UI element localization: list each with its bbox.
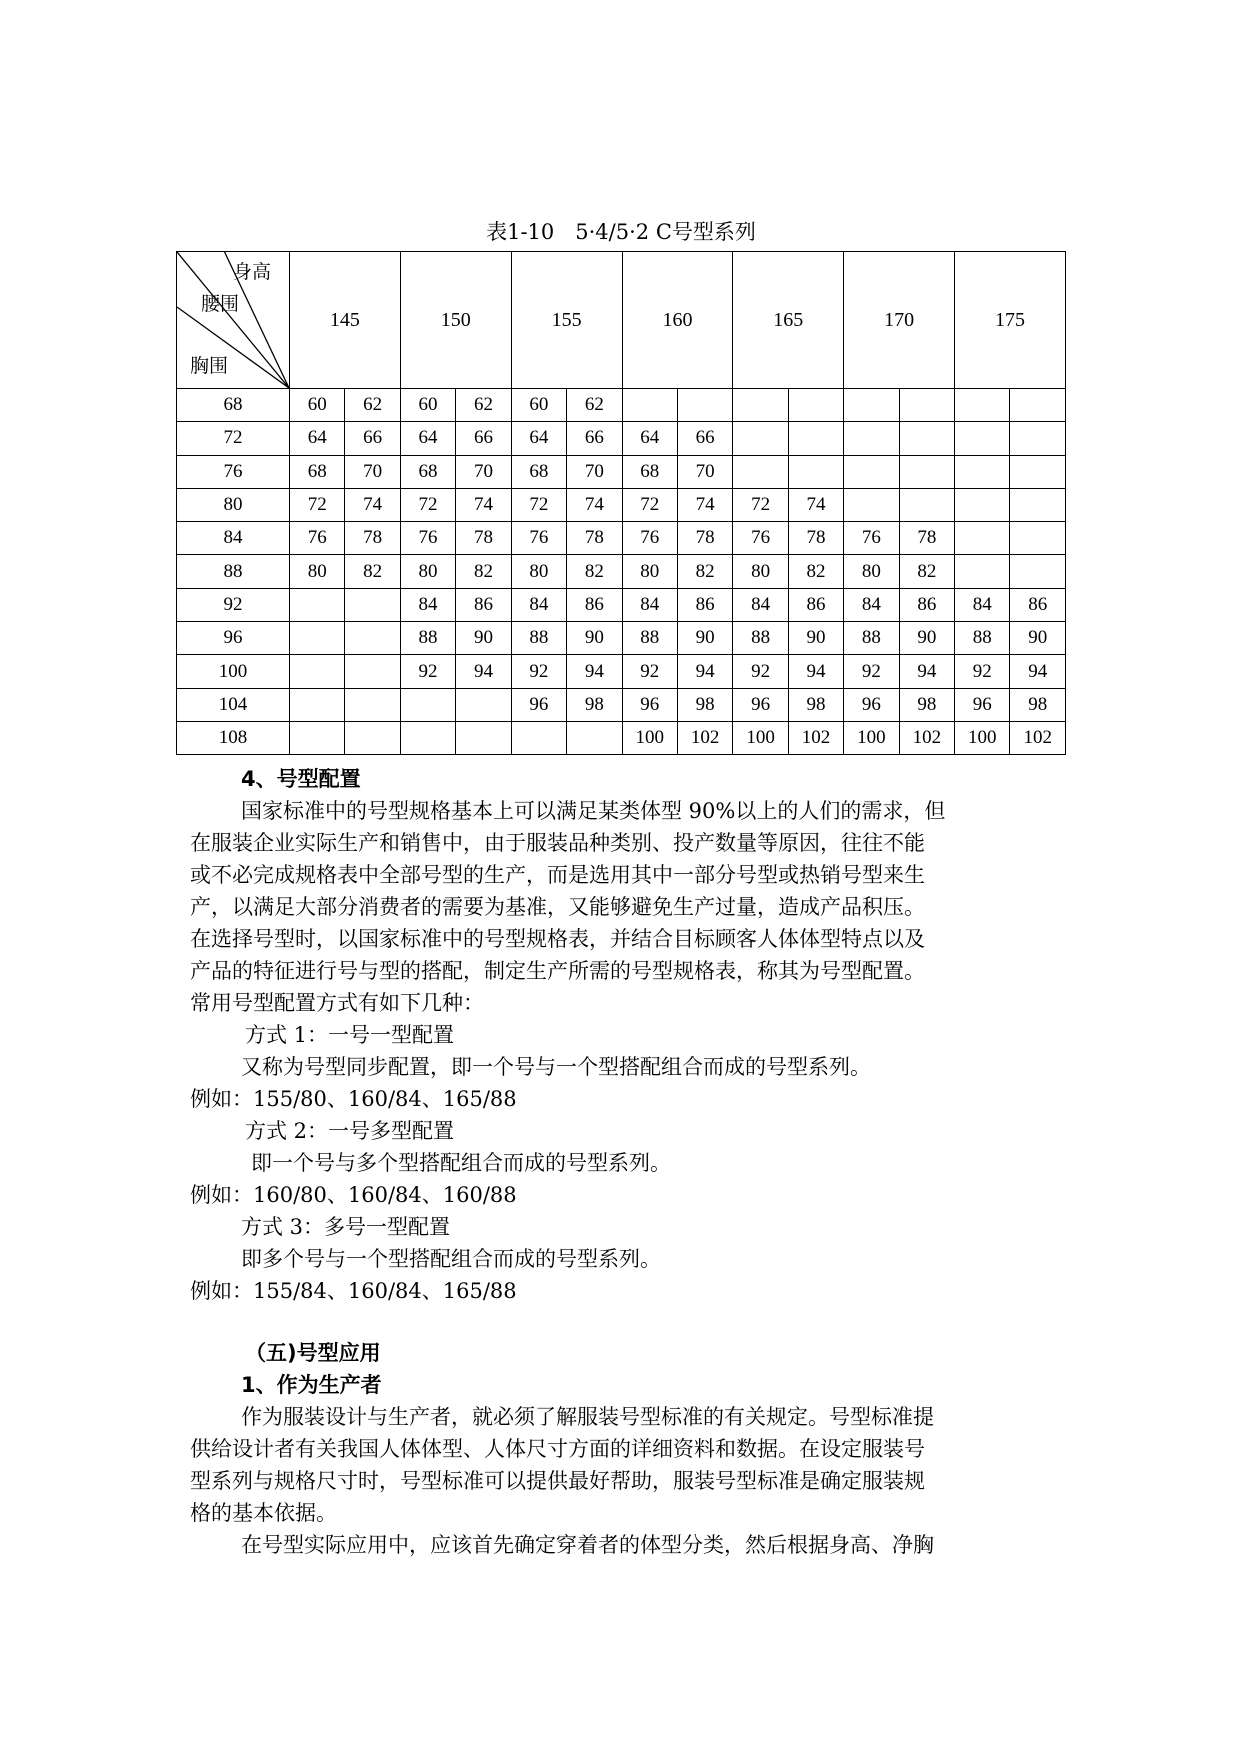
waist-cell: 90 (567, 622, 622, 655)
method-1-example: 例如：155/80、160/84、165/88 (190, 1087, 517, 1111)
waist-cell: 80 (733, 555, 788, 588)
waist-cell: 68 (511, 455, 566, 488)
chest-cell: 100 (177, 655, 290, 688)
waist-cell: 74 (788, 488, 843, 521)
waist-cell: 70 (456, 455, 511, 488)
waist-cell: 66 (567, 422, 622, 455)
waist-cell: 82 (899, 555, 954, 588)
chest-cell: 96 (177, 622, 290, 655)
waist-cell (345, 721, 400, 754)
waist-cell: 74 (567, 488, 622, 521)
height-header-cell: 170 (844, 252, 955, 389)
waist-cell: 98 (677, 688, 732, 721)
sec5-para2-line-1: 在号型实际应用中，应该首先确定穿着者的体型分类，然后根据身高、净胸 (241, 1533, 934, 1557)
size-series-table (176, 251, 1066, 755)
method-3-title: 方式 3：多号一型配置 (241, 1215, 451, 1239)
waist-cell: 72 (511, 488, 566, 521)
waist-cell: 78 (456, 522, 511, 555)
waist-cell: 84 (622, 588, 677, 621)
waist-cell: 92 (511, 655, 566, 688)
waist-cell (290, 655, 345, 688)
chest-cell: 80 (177, 488, 290, 521)
waist-cell (1010, 455, 1066, 488)
table-row (177, 455, 1066, 488)
waist-cell (955, 422, 1010, 455)
waist-cell: 72 (400, 488, 455, 521)
waist-cell: 98 (899, 688, 954, 721)
waist-cell: 90 (899, 622, 954, 655)
waist-cell: 96 (511, 688, 566, 721)
waist-cell: 84 (955, 588, 1010, 621)
waist-cell (345, 655, 400, 688)
chest-cell: 68 (177, 389, 290, 422)
waist-cell: 102 (677, 721, 732, 754)
sec4-para-line-2: 在服装企业实际生产和销售中，由于服装品种类别、投产数量等原因，往往不能 (190, 831, 925, 855)
chest-cell: 104 (177, 688, 290, 721)
waist-cell: 90 (788, 622, 843, 655)
waist-cell (733, 455, 788, 488)
waist-cell (899, 422, 954, 455)
waist-cell: 96 (955, 688, 1010, 721)
table-caption: 表1-10 5·4/5·2 C号型系列 (486, 220, 756, 244)
waist-cell (899, 488, 954, 521)
waist-cell: 82 (677, 555, 732, 588)
waist-cell: 62 (456, 389, 511, 422)
waist-cell (1010, 389, 1066, 422)
waist-cell (899, 389, 954, 422)
method-3-example: 例如：155/84、160/84、165/88 (190, 1279, 517, 1303)
table-corner-cell (177, 252, 290, 389)
waist-cell: 86 (899, 588, 954, 621)
waist-cell (456, 688, 511, 721)
sec4-para-line-7: 常用号型配置方式有如下几种： (190, 991, 484, 1015)
waist-cell (899, 455, 954, 488)
waist-cell: 90 (677, 622, 732, 655)
method-1-title: 方式 1：一号一型配置 (245, 1023, 455, 1047)
waist-cell (788, 389, 843, 422)
waist-cell: 62 (345, 389, 400, 422)
sec5-para-line-4: 格的基本依据。 (190, 1501, 337, 1525)
waist-cell: 92 (955, 655, 1010, 688)
waist-cell: 60 (290, 389, 345, 422)
waist-cell: 82 (567, 555, 622, 588)
waist-cell: 88 (955, 622, 1010, 655)
waist-cell: 84 (511, 588, 566, 621)
waist-cell: 68 (400, 455, 455, 488)
waist-cell: 92 (622, 655, 677, 688)
waist-cell: 96 (733, 688, 788, 721)
waist-cell: 88 (511, 622, 566, 655)
table-row (177, 688, 1066, 721)
height-header-cell: 160 (622, 252, 733, 389)
waist-cell: 76 (733, 522, 788, 555)
method-2-example: 例如：160/80、160/84、160/88 (190, 1183, 517, 1207)
section-4-heading: 4、号型配置 (241, 767, 361, 791)
waist-cell: 86 (567, 588, 622, 621)
corner-label-chest: 胸围 (190, 355, 229, 377)
waist-cell: 84 (400, 588, 455, 621)
waist-cell: 84 (733, 588, 788, 621)
waist-cell (511, 721, 566, 754)
waist-cell: 64 (511, 422, 566, 455)
waist-cell: 98 (1010, 688, 1066, 721)
waist-cell: 76 (400, 522, 455, 555)
sec4-para-line-5: 在选择号型时，以国家标准中的号型规格表，并结合目标顾客人体体型特点以及 (190, 927, 925, 951)
waist-cell: 82 (345, 555, 400, 588)
table-row (177, 622, 1066, 655)
waist-cell: 78 (345, 522, 400, 555)
waist-cell: 94 (788, 655, 843, 688)
waist-cell: 74 (677, 488, 732, 521)
waist-cell: 78 (788, 522, 843, 555)
waist-cell (955, 455, 1010, 488)
waist-cell: 92 (733, 655, 788, 688)
table-row (177, 588, 1066, 621)
height-header-cell: 155 (511, 252, 622, 389)
waist-cell (400, 688, 455, 721)
section-5-subheading: 1、作为生产者 (241, 1373, 382, 1397)
waist-cell: 64 (622, 422, 677, 455)
method-3-desc: 即多个号与一个型搭配组合而成的号型系列。 (241, 1247, 661, 1271)
waist-cell (733, 389, 788, 422)
method-2-desc: 即一个号与多个型搭配组合而成的号型系列。 (251, 1151, 671, 1175)
waist-cell (844, 422, 899, 455)
sec5-para-line-2: 供给设计者有关我国人体体型、人体尺寸方面的详细资料和数据。在设定服装号 (190, 1437, 925, 1461)
waist-cell: 76 (290, 522, 345, 555)
waist-cell (733, 422, 788, 455)
method-1-desc: 又称为号型同步配置，即一个号与一个型搭配组合而成的号型系列。 (241, 1055, 871, 1079)
waist-cell (677, 389, 732, 422)
waist-cell: 80 (400, 555, 455, 588)
waist-cell: 66 (456, 422, 511, 455)
waist-cell: 88 (733, 622, 788, 655)
sec5-para-line-1: 作为服装设计与生产者，就必须了解服装号型标准的有关规定。号型标准提 (241, 1405, 934, 1429)
waist-cell: 100 (844, 721, 899, 754)
waist-cell (400, 721, 455, 754)
waist-cell: 86 (456, 588, 511, 621)
chest-cell: 76 (177, 455, 290, 488)
waist-cell (290, 622, 345, 655)
waist-cell (290, 688, 345, 721)
chest-cell: 92 (177, 588, 290, 621)
waist-cell (1010, 422, 1066, 455)
waist-cell: 102 (788, 721, 843, 754)
waist-cell: 94 (899, 655, 954, 688)
waist-cell: 96 (622, 688, 677, 721)
waist-cell: 100 (733, 721, 788, 754)
sec4-para-line-3: 或不必完成规格表中全部号型的生产，而是选用其中一部分号型或热销号型来生 (190, 863, 925, 887)
waist-cell: 88 (844, 622, 899, 655)
waist-cell: 78 (567, 522, 622, 555)
waist-cell: 96 (844, 688, 899, 721)
waist-cell: 94 (1010, 655, 1066, 688)
waist-cell: 72 (733, 488, 788, 521)
waist-cell: 82 (788, 555, 843, 588)
waist-cell: 86 (677, 588, 732, 621)
waist-cell (955, 555, 1010, 588)
waist-cell: 62 (567, 389, 622, 422)
waist-cell: 76 (844, 522, 899, 555)
waist-cell: 60 (511, 389, 566, 422)
waist-cell (788, 422, 843, 455)
chest-cell: 84 (177, 522, 290, 555)
waist-cell: 84 (844, 588, 899, 621)
waist-cell: 74 (345, 488, 400, 521)
waist-cell (844, 488, 899, 521)
waist-cell: 68 (622, 455, 677, 488)
waist-cell: 94 (567, 655, 622, 688)
waist-cell: 100 (622, 721, 677, 754)
table-row (177, 655, 1066, 688)
corner-label-height: 身高 (233, 261, 272, 283)
waist-cell: 86 (788, 588, 843, 621)
waist-cell: 74 (456, 488, 511, 521)
waist-cell (345, 588, 400, 621)
waist-cell: 92 (400, 655, 455, 688)
waist-cell (955, 389, 1010, 422)
waist-cell: 68 (290, 455, 345, 488)
waist-cell (955, 488, 1010, 521)
waist-cell (844, 389, 899, 422)
waist-cell (1010, 522, 1066, 555)
waist-cell: 78 (899, 522, 954, 555)
waist-cell: 80 (511, 555, 566, 588)
waist-cell: 94 (456, 655, 511, 688)
chest-cell: 88 (177, 555, 290, 588)
waist-cell: 76 (511, 522, 566, 555)
waist-cell (622, 389, 677, 422)
waist-cell: 98 (567, 688, 622, 721)
waist-cell: 70 (567, 455, 622, 488)
waist-cell: 82 (456, 555, 511, 588)
sec4-para-line-4: 产，以满足大部分消费者的需要为基准，又能够避免生产过量，造成产品积压。 (190, 895, 925, 919)
waist-cell (456, 721, 511, 754)
waist-cell: 66 (677, 422, 732, 455)
waist-cell: 90 (1010, 622, 1066, 655)
sec5-para-line-3: 型系列与规格尺寸时，号型标准可以提供最好帮助，服装号型标准是确定服装规 (190, 1469, 925, 1493)
chest-cell: 108 (177, 721, 290, 754)
height-header-cell: 165 (733, 252, 844, 389)
chest-cell: 72 (177, 422, 290, 455)
waist-cell: 100 (955, 721, 1010, 754)
waist-cell (844, 455, 899, 488)
waist-cell (788, 455, 843, 488)
waist-cell: 72 (290, 488, 345, 521)
height-header-cell: 145 (290, 252, 401, 389)
table-row (177, 721, 1066, 754)
waist-cell: 80 (622, 555, 677, 588)
height-header-cell: 150 (400, 252, 511, 389)
sec4-para-line-6: 产品的特征进行号与型的搭配，制定生产所需的号型规格表，称其为号型配置。 (190, 959, 925, 983)
waist-cell: 72 (622, 488, 677, 521)
waist-cell: 80 (844, 555, 899, 588)
waist-cell: 98 (788, 688, 843, 721)
waist-cell: 102 (899, 721, 954, 754)
waist-cell: 102 (1010, 721, 1066, 754)
waist-cell (567, 721, 622, 754)
waist-cell: 92 (844, 655, 899, 688)
sec4-para-line-1: 国家标准中的号型规格基本上可以满足某类体型 90%以上的人们的需求，但 (241, 799, 946, 823)
table-row (177, 522, 1066, 555)
waist-cell: 80 (290, 555, 345, 588)
table-row (177, 488, 1066, 521)
waist-cell (290, 588, 345, 621)
waist-cell: 94 (677, 655, 732, 688)
section-5-heading: （五)号型应用 (245, 1341, 381, 1365)
waist-cell: 70 (345, 455, 400, 488)
waist-cell (345, 688, 400, 721)
waist-cell: 86 (1010, 588, 1066, 621)
waist-cell (1010, 488, 1066, 521)
waist-cell (955, 522, 1010, 555)
waist-cell: 78 (677, 522, 732, 555)
waist-cell: 88 (400, 622, 455, 655)
corner-label-waist: 腰围 (201, 293, 240, 315)
waist-cell: 88 (622, 622, 677, 655)
table-header-row (177, 252, 1066, 389)
waist-cell: 70 (677, 455, 732, 488)
table-row (177, 555, 1066, 588)
waist-cell: 64 (290, 422, 345, 455)
waist-cell (345, 622, 400, 655)
table-row (177, 422, 1066, 455)
waist-cell: 64 (400, 422, 455, 455)
waist-cell (290, 721, 345, 754)
waist-cell: 66 (345, 422, 400, 455)
height-header-cell: 175 (955, 252, 1066, 389)
waist-cell: 90 (456, 622, 511, 655)
waist-cell: 76 (622, 522, 677, 555)
waist-cell (1010, 555, 1066, 588)
waist-cell: 60 (400, 389, 455, 422)
method-2-title: 方式 2：一号多型配置 (245, 1119, 455, 1143)
table-row (177, 389, 1066, 422)
